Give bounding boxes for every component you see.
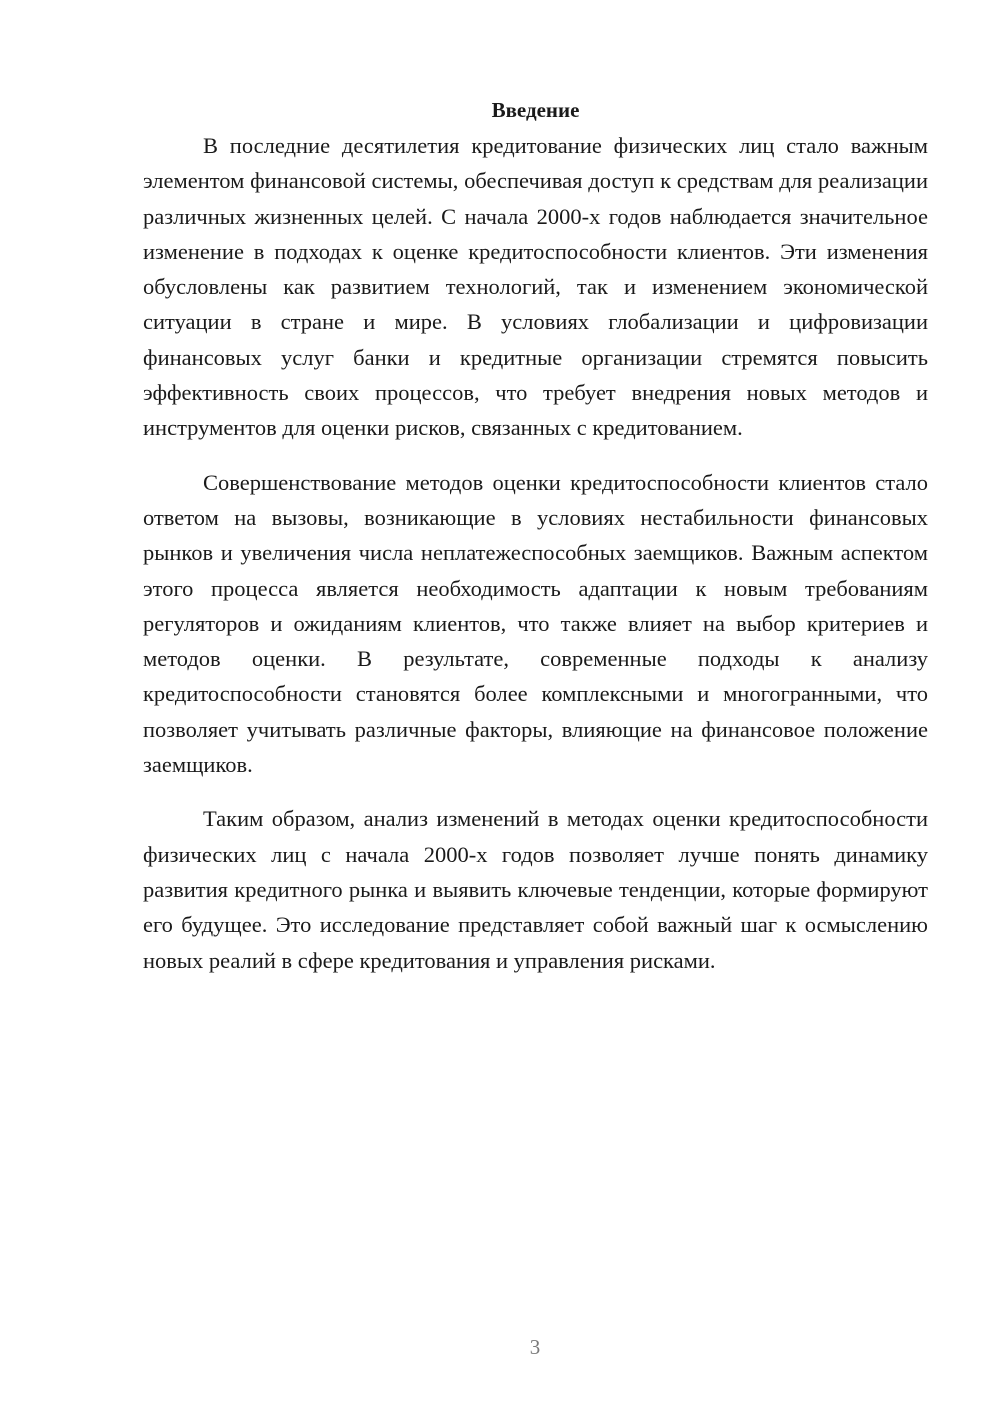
paragraph-1: В последние десятилетия кредитование физических лиц стало важным элементом финансовой системы, обеспечивая доступ к средствам для реализации различных жизненных целей. С начала 2000-х годов наблюдается значительное изменение в подходах к оценке кредитоспособности клиентов. Эти изменения обусловлены как развитием технологий, так и изменением экономической ситуации в стране и мире. В условиях глобализации и цифровизации финансовых услуг банки и кредитные организации стремятся повысить эффективность своих процессов, что требует внедрения новых методов и инструментов для оценки рисков, связанных с кредитованием. xyxy=(143,133,928,441)
paragraph-3: Таким образом, анализ изменений в методах оценки кредитоспособности физических лиц с начала 2000-х годов позволяет лучше понять динамику развития кредитного рынка и выявить ключевые тенденции, которые формируют его будущее. Это исследование представляет собой важный шаг к осмыслению новых реалий в сфере кредитования и управления рисками. xyxy=(143,806,928,973)
page-number: 3 xyxy=(529,1335,541,1359)
document-page xyxy=(143,92,928,978)
paragraph-2: Совершенствование методов оценки кредитоспособности клиентов стало ответом на вызовы, возникающие в условиях нестабильности финансовых рынков и увеличения числа неплатежеспособных заемщиков. Важным аспектом этого процесса является необходимость адаптации к новым требованиям регуляторов и ожиданиям клиентов, что также влияет на выбор критериев и методов оценки. В результате, современные подходы к анализу кредитоспособности становятся более комплексными и многогранными, что позволяет учитывать различные факторы, влияющие на финансовое положение заемщиков. xyxy=(143,469,928,778)
section-heading: Введение xyxy=(491,98,580,122)
